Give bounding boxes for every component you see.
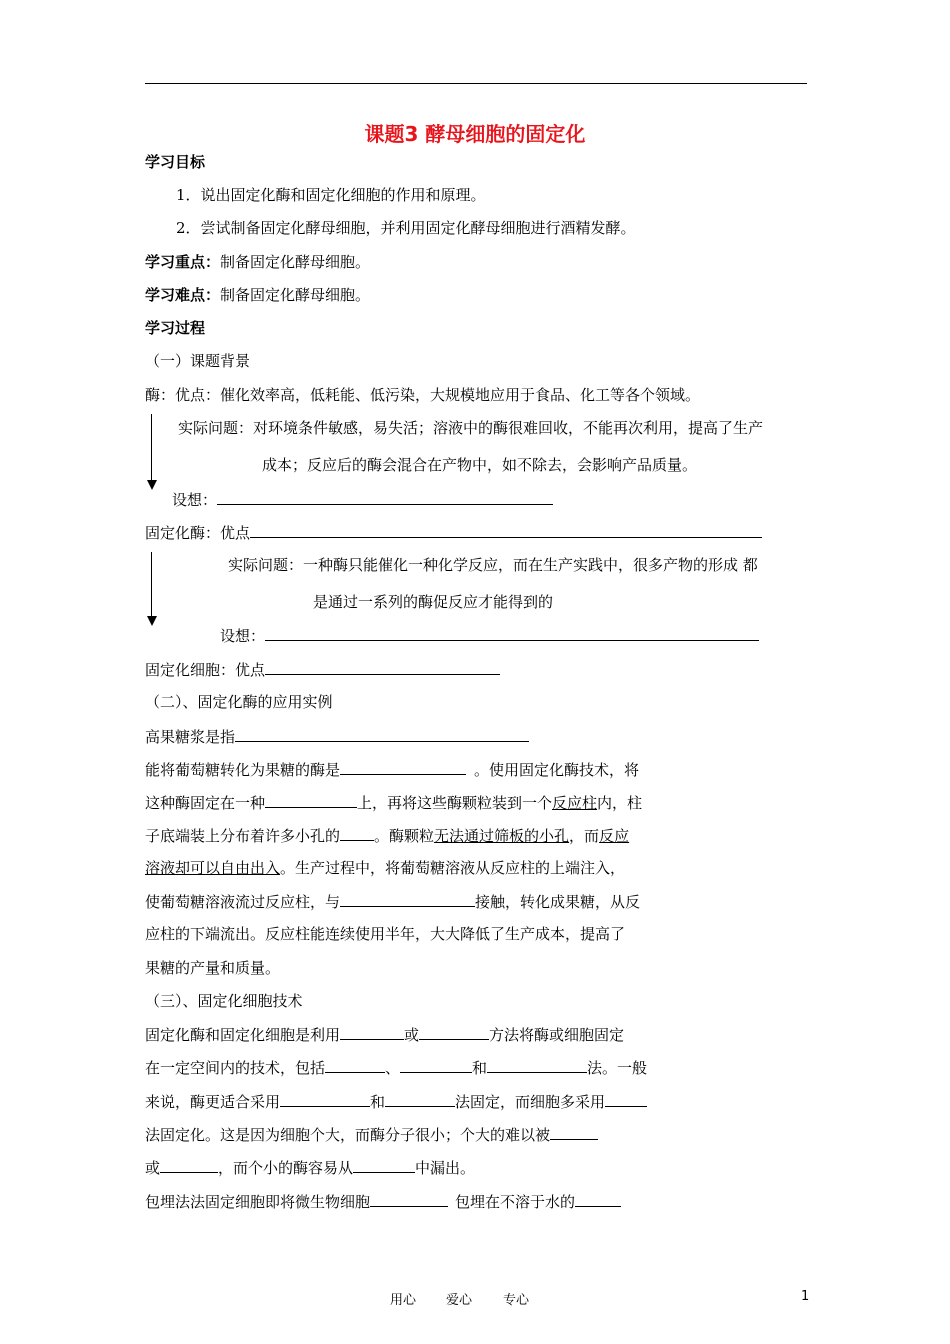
s2-l4a: 子底端装上分布着许多小孔的 bbox=[145, 827, 341, 845]
s2-line7: 应柱的下端流出。反应柱能连续使用半年，大大降低了生产成本，提高了 bbox=[145, 925, 626, 943]
s3-l4: 法固定化。这是因为细胞个大，而酶分子很小；个大的难以被 bbox=[145, 1126, 551, 1144]
s3-l3a: 来说，酶更适合采用 bbox=[145, 1093, 281, 1111]
header-rule bbox=[145, 83, 807, 84]
problem-1a: 实际问题：对环境条件敏感，易失活；溶液中的酶很难回收，不能再次利用，提高了生产 bbox=[178, 419, 764, 437]
s3-line3 bbox=[145, 1090, 647, 1113]
s2-l4d: ，而 bbox=[569, 827, 600, 845]
s2-l6b: 接触，转化成果糖，从反 bbox=[475, 893, 641, 911]
technique-blank-3[interactable] bbox=[487, 1056, 587, 1073]
page-number: 1 bbox=[801, 1289, 810, 1304]
s2-line5 bbox=[145, 857, 625, 879]
idea-1-blank[interactable] bbox=[217, 488, 553, 505]
s2-l3a: 这种酶固定在一种 bbox=[145, 794, 266, 812]
s3-line6 bbox=[145, 1190, 621, 1213]
section1-heading: （一）课题背景 bbox=[145, 352, 251, 370]
page-title: 课题3 酵母细胞的固定化 bbox=[364, 122, 586, 146]
objective-2: 2．尝试制备固定化酵母细胞，并利用固定化酵母细胞进行酒精发酵。 bbox=[176, 219, 636, 237]
s3-l2d: 法。一般 bbox=[587, 1059, 648, 1077]
problem-2b: 是通过一系列的酶促反应才能得到的 bbox=[313, 593, 554, 611]
s3-l5c: 中漏出。 bbox=[415, 1159, 476, 1177]
s2-l4b: 。酶颗粒 bbox=[374, 827, 435, 845]
s3-l2a: 在一定空间内的技术，包括 bbox=[145, 1059, 326, 1077]
immobilized-cell-blank[interactable] bbox=[265, 658, 500, 675]
s2-l4c: 无法通过筛板的小孔 bbox=[434, 827, 570, 845]
key-point-text: 制备固定化酵母细胞。 bbox=[220, 253, 371, 271]
process-heading: 学习过程 bbox=[145, 319, 206, 337]
method-blank-1[interactable] bbox=[340, 1023, 404, 1040]
s3-l2b: 、 bbox=[385, 1059, 401, 1077]
s3-l1c: 方法将酶或细胞固定 bbox=[489, 1026, 625, 1044]
difficulty bbox=[145, 284, 370, 306]
s3-line5 bbox=[145, 1156, 475, 1179]
idea-2-label: 设想： bbox=[220, 627, 266, 645]
polymer-blank[interactable] bbox=[575, 1190, 621, 1207]
difficulty-label: 学习难点： bbox=[145, 286, 221, 304]
s2-line3 bbox=[145, 791, 642, 814]
key-point bbox=[145, 251, 370, 273]
method-blank-2[interactable] bbox=[419, 1023, 489, 1040]
s2-l3b: 上，再将这些酶颗粒装到一个 bbox=[357, 794, 553, 812]
idea-2-blank[interactable] bbox=[265, 624, 759, 641]
arrow-1-head bbox=[147, 480, 157, 490]
hfcs-blank[interactable] bbox=[235, 725, 529, 742]
section2-heading: （二）、固定化酶的应用实例 bbox=[145, 693, 333, 711]
s3-line1 bbox=[145, 1023, 624, 1046]
s2-line2 bbox=[145, 758, 639, 781]
immobilized-cell bbox=[145, 658, 500, 681]
s3-line4 bbox=[145, 1123, 598, 1146]
arrow-2-line bbox=[151, 552, 152, 618]
difficulty-text: 制备固定化酵母细胞。 bbox=[220, 286, 371, 304]
cell-method-blank[interactable] bbox=[605, 1090, 647, 1107]
s3-line2 bbox=[145, 1056, 647, 1079]
objective-1: 1．说出固定化酶和固定化细胞的作用和原理。 bbox=[176, 186, 486, 204]
enzyme-advantages: 酶：优点：催化效率高，低耗能、低污染，大规模地应用于食品、化工等各个领域。 bbox=[145, 386, 701, 404]
s3-l3b: 和 bbox=[370, 1093, 386, 1111]
s2-l5a: 溶液却可以自由出入 bbox=[145, 859, 281, 877]
footer-word-1: 用心 bbox=[390, 1293, 417, 1308]
technique-blank-2[interactable] bbox=[400, 1056, 472, 1073]
embed-blank[interactable] bbox=[370, 1190, 448, 1207]
adsorb-blank[interactable] bbox=[550, 1123, 598, 1140]
sieve-blank[interactable] bbox=[340, 824, 374, 841]
enzyme-method-blank-2[interactable] bbox=[385, 1090, 455, 1107]
immobilized-enzyme bbox=[145, 521, 762, 544]
technique-blank-1[interactable] bbox=[325, 1056, 385, 1073]
key-point-label: 学习重点： bbox=[145, 253, 221, 271]
arrow-1-line bbox=[151, 414, 152, 482]
s3-l6b: 包埋在不溶于水的 bbox=[455, 1193, 576, 1211]
s3-l1b: 或 bbox=[404, 1026, 420, 1044]
s2-line4 bbox=[145, 824, 629, 847]
carrier-blank[interactable] bbox=[265, 791, 357, 808]
s2-l4e: 反应 bbox=[599, 827, 630, 845]
s3-l3c: 法固定，而细胞多采用 bbox=[455, 1093, 606, 1111]
footer-word-2: 爱心 bbox=[446, 1293, 473, 1308]
bind-blank[interactable] bbox=[160, 1156, 218, 1173]
s2-l1-text: 高果糖浆是指 bbox=[145, 728, 236, 746]
s2-l6a: 使葡萄糖溶液流过反应柱，与 bbox=[145, 893, 341, 911]
s2-l3d: 内，柱 bbox=[597, 794, 643, 812]
immobilized-enzyme-blank[interactable] bbox=[250, 521, 762, 538]
section3-heading: （三）、固定化细胞技术 bbox=[145, 992, 303, 1010]
s2-line8: 果糖的产量和质量。 bbox=[145, 959, 281, 977]
s3-l5a: 或 bbox=[145, 1159, 161, 1177]
s2-l5b: 。生产过程中，将葡萄糖溶液从反应柱的上端注入， bbox=[280, 859, 626, 877]
idea-1-label: 设想： bbox=[172, 491, 218, 509]
contact-blank[interactable] bbox=[340, 890, 475, 907]
s2-l2a: 能将葡萄糖转化为果糖的酶是 bbox=[145, 761, 341, 779]
enzyme-method-blank-1[interactable] bbox=[280, 1090, 370, 1107]
s3-l6a: 包埋法法固定细胞即将微生物细胞 bbox=[145, 1193, 371, 1211]
immobilized-cell-label: 固定化细胞：优点 bbox=[145, 661, 266, 679]
immobilized-enzyme-label: 固定化酶：优点 bbox=[145, 524, 251, 542]
idea-1 bbox=[172, 488, 553, 511]
objectives-heading: 学习目标 bbox=[145, 153, 206, 171]
leak-blank[interactable] bbox=[353, 1156, 415, 1173]
s2-l2b: 。使用固定化酶技术，将 bbox=[474, 761, 640, 779]
s3-l5b: ，而个小的酶容易从 bbox=[218, 1159, 354, 1177]
problem-2a: 实际问题：一种酶只能催化一种化学反应，而在生产实践中，很多产物的形成 都 bbox=[228, 556, 758, 574]
problem-1b: 成本；反应后的酶会混合在产物中，如不除去，会影响产品质量。 bbox=[262, 456, 698, 474]
s2-line1 bbox=[145, 725, 529, 748]
enzyme-name-blank[interactable] bbox=[340, 758, 466, 775]
arrow-2-head bbox=[147, 616, 157, 626]
s3-l1a: 固定化酶和固定化细胞是利用 bbox=[145, 1026, 341, 1044]
s3-l2c: 和 bbox=[472, 1059, 488, 1077]
s2-l3c: 反应柱 bbox=[552, 794, 598, 812]
footer-word-3: 专心 bbox=[503, 1293, 530, 1308]
idea-2 bbox=[220, 624, 759, 647]
s2-line6 bbox=[145, 890, 640, 913]
